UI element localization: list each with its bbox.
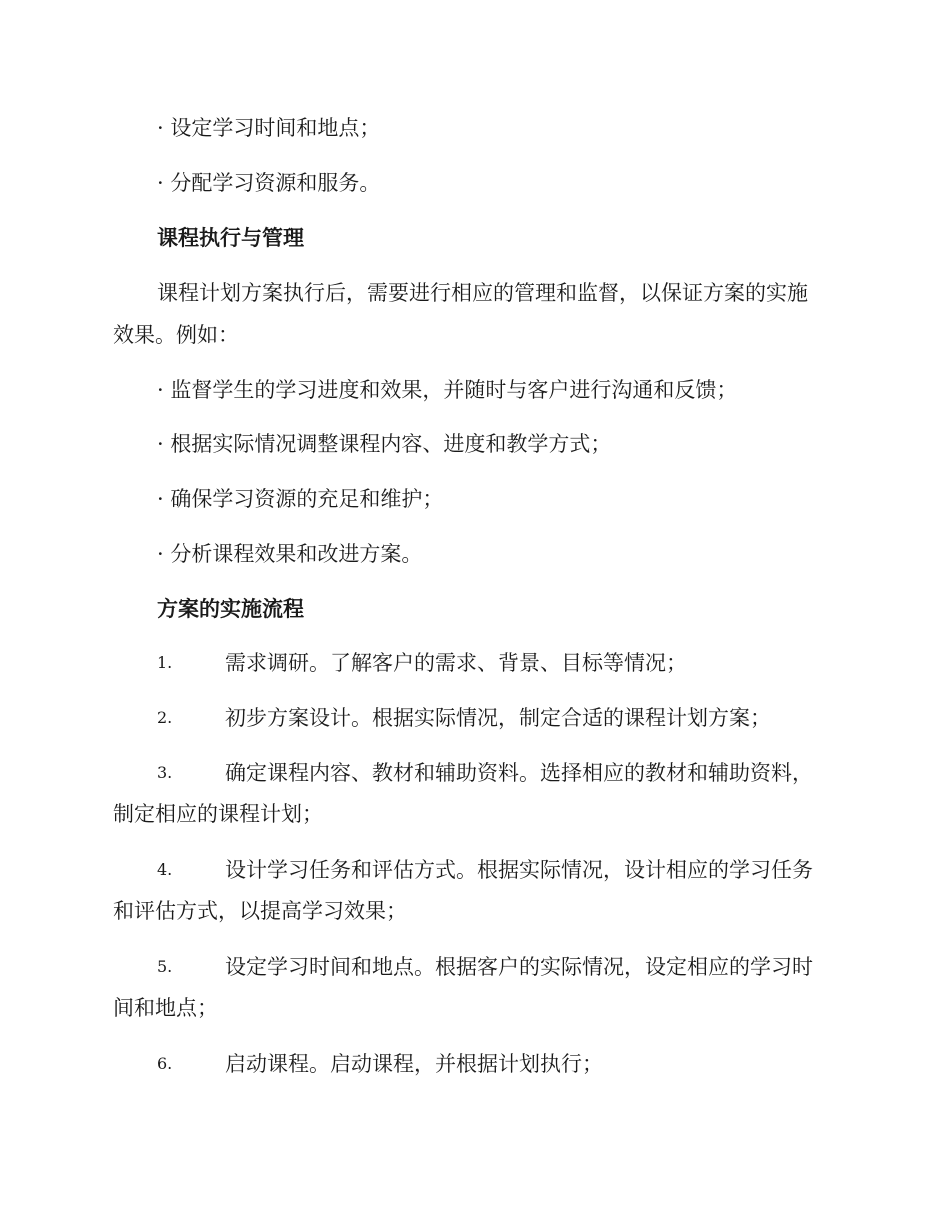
list-item: · 设定学习时间和地点； bbox=[157, 116, 381, 140]
step-text-continued: 和评估方式，以提高学习效果； bbox=[113, 899, 407, 923]
step-number: 4. bbox=[157, 860, 173, 879]
step-number: 2. bbox=[157, 708, 173, 727]
step-text: 初步方案设计。根据实际情况，制定合适的课程计划方案； bbox=[225, 706, 771, 730]
list-item: · 确保学习资源的充足和维护； bbox=[157, 487, 444, 511]
step-text-continued: 间和地点； bbox=[113, 996, 218, 1020]
step-text: 确定课程内容、教材和辅助资料。选择相应的教材和辅助资料， bbox=[225, 761, 813, 785]
list-item: · 分配学习资源和服务。 bbox=[157, 171, 381, 195]
step-number: 3. bbox=[157, 763, 173, 782]
section-heading: 方案的实施流程 bbox=[157, 597, 304, 621]
step-number: 6. bbox=[157, 1054, 173, 1073]
step-text: 设定学习时间和地点。根据客户的实际情况，设定相应的学习时 bbox=[225, 955, 813, 979]
list-item: · 监督学生的学习进度和效果，并随时与客户进行沟通和反馈； bbox=[157, 378, 738, 402]
paragraph-line: 课程计划方案执行后，需要进行相应的管理和监督，以保证方案的实施 bbox=[157, 281, 808, 305]
step-text: 需求调研。了解客户的需求、背景、目标等情况； bbox=[225, 651, 687, 675]
step-number: 5. bbox=[157, 957, 173, 976]
list-item: · 分析课程效果和改进方案。 bbox=[157, 542, 423, 566]
step-text: 启动课程。启动课程，并根据计划执行； bbox=[225, 1052, 603, 1076]
list-item: · 根据实际情况调整课程内容、进度和教学方式； bbox=[157, 432, 612, 456]
step-text-continued: 制定相应的课程计划； bbox=[113, 802, 323, 826]
paragraph-line: 效果。例如： bbox=[113, 323, 239, 347]
step-number: 1. bbox=[157, 653, 173, 672]
section-heading: 课程执行与管理 bbox=[157, 226, 304, 250]
step-text: 设计学习任务和评估方式。根据实际情况，设计相应的学习任务 bbox=[225, 858, 813, 882]
